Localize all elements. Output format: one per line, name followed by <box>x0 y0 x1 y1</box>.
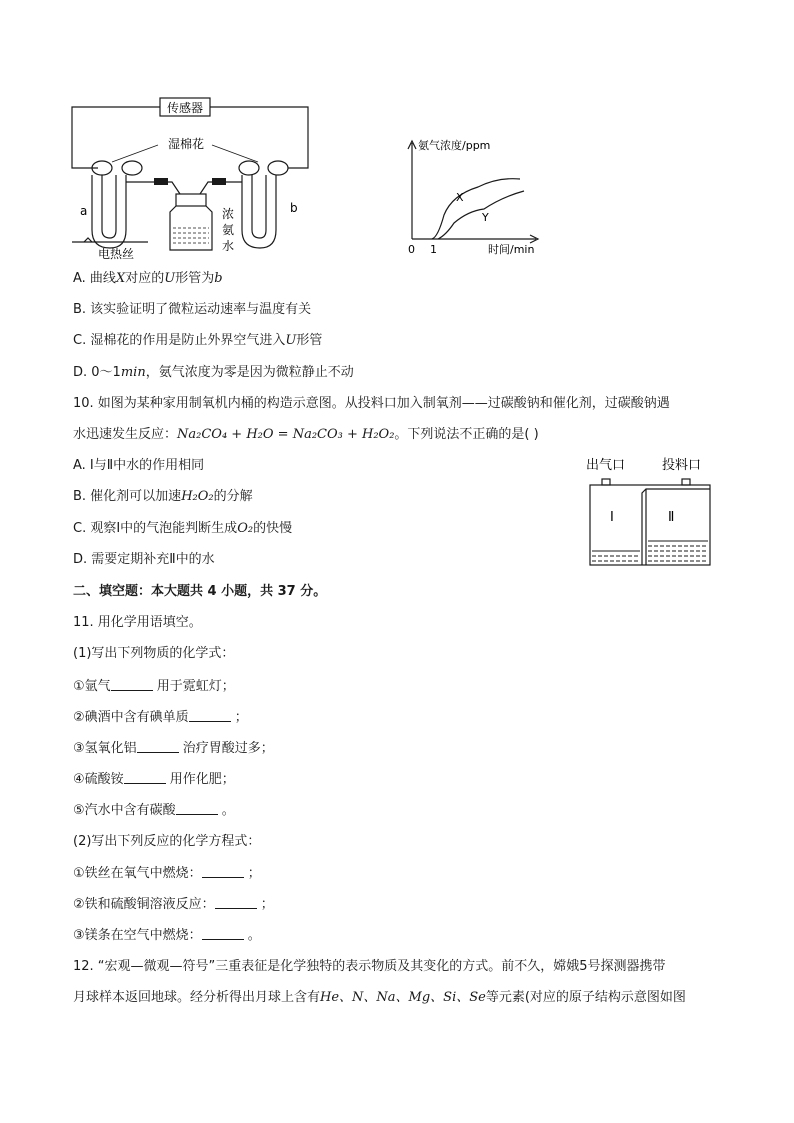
answer-blank[interactable] <box>124 770 166 784</box>
q10-option-a: A. Ⅰ与Ⅱ中水的作用相同 <box>73 458 205 473</box>
curve-x-label: X <box>456 191 464 204</box>
answer-blank[interactable] <box>202 926 244 940</box>
ammonia-label <box>222 207 234 253</box>
q12-line1: 12. “宏观—微观—符号”三重表征是化学独特的表示物质及其变化的方式。前不久，嫦娥5号探测器携带 <box>73 959 666 974</box>
q11-item-3: ③氢氧化铝 治疗胃酸过多； <box>73 741 274 756</box>
cotton-label: 湿棉花 <box>167 137 205 151</box>
graph-ylabel: 氨气浓度/ppm <box>418 139 491 152</box>
answer-blank[interactable] <box>215 895 257 909</box>
graph-origin: 0 <box>408 243 415 256</box>
q11-part2: (2)写出下列反应的化学方程式： <box>73 834 261 849</box>
concentration-graph <box>398 135 548 257</box>
q9-option-c: C. 湿棉花的作用是防止外界空气进入U形管 <box>73 333 323 348</box>
heater-label: 电热丝 <box>98 247 135 261</box>
svg-text:浓氨水: 浓氨水 <box>222 207 235 253</box>
q11-reaction-3: ③镁条在空气中燃烧： 。 <box>73 928 261 943</box>
outlet-label: 出气口 <box>586 458 626 473</box>
q11-item-1: ①氩气 用于霓虹灯； <box>73 679 235 694</box>
curve-y-label: Y <box>482 211 489 224</box>
answer-blank[interactable] <box>137 739 179 753</box>
q12-elements: He、N、Na、Mg、Si、Se <box>320 990 486 1005</box>
oxygen-generator-figure <box>580 453 720 573</box>
q10-stem-line2: 水迅速发生反应：Na₂CO₄ + H₂O = Na₂CO₃ + H₂O₂。下列说法不正确的是( ) <box>73 427 539 442</box>
answer-blank[interactable] <box>111 677 153 691</box>
q9-option-b: B. 该实验证明了微粒运动速率与温度有关 <box>73 302 312 317</box>
q12-line2: 月球样本返回地球。经分析得出月球上含有He、N、Na、Mg、Si、Se等元素(对应的原子结构示意图如图 <box>73 990 686 1005</box>
answer-blank[interactable] <box>202 864 244 878</box>
q10-option-b: B. 催化剂可以加速H₂O₂的分解 <box>73 489 253 504</box>
apparatus-figure <box>62 90 332 262</box>
curve-x-line <box>432 179 520 239</box>
graph-xlabel: 时间/min <box>488 243 535 256</box>
q9-option-a: A. 曲线X对应的U形管为b <box>73 271 223 286</box>
curve-y-line <box>438 191 524 239</box>
section-heading: 二、填空题：本大题共 4 小题，共 37 分。 <box>73 584 327 599</box>
chamber-ii-label: Ⅱ <box>668 510 675 525</box>
q11-reaction-2: ②铁和硫酸铜溶液反应： ； <box>73 897 274 912</box>
q10-option-c: C. 观察Ⅰ中的气泡能判断生成O₂的快慢 <box>73 521 293 536</box>
q11-item-2: ②碘酒中含有碘单质 ； <box>73 710 248 725</box>
q10-stem-line1: 10. 如图为某种家用制氧机内桶的构造示意图。从投料口加入制氧剂——过碳酸钠和催化剂，过碳酸钠遇 <box>73 396 670 411</box>
graph-tick-1: 1 <box>430 243 437 256</box>
answer-blank[interactable] <box>176 801 218 815</box>
sensor-label: 传感器 <box>166 101 204 115</box>
label-a: a <box>80 204 88 218</box>
label-b: b <box>290 201 298 215</box>
q11-part1: (1)写出下列物质的化学式： <box>73 646 235 661</box>
inlet-label: 投料口 <box>662 458 702 473</box>
q9-option-d: D. 0～1min，氨气浓度为零是因为微粒静止不动 <box>73 365 354 380</box>
q11-item-4: ④硫酸铵 用作化肥； <box>73 772 235 787</box>
q10-equation: Na₂CO₄ + H₂O = Na₂CO₃ + H₂O₂ <box>177 427 395 442</box>
q11-item-5: ⑤汽水中含有碳酸 。 <box>73 803 235 818</box>
q11-reaction-1: ①铁丝在氧气中燃烧： ； <box>73 866 261 881</box>
answer-blank[interactable] <box>189 708 231 722</box>
chamber-i-label: Ⅰ <box>610 510 614 525</box>
q11-title: 11. 用化学用语填空。 <box>73 615 202 630</box>
q10-option-d: D. 需要定期补充Ⅱ中的水 <box>73 552 215 567</box>
